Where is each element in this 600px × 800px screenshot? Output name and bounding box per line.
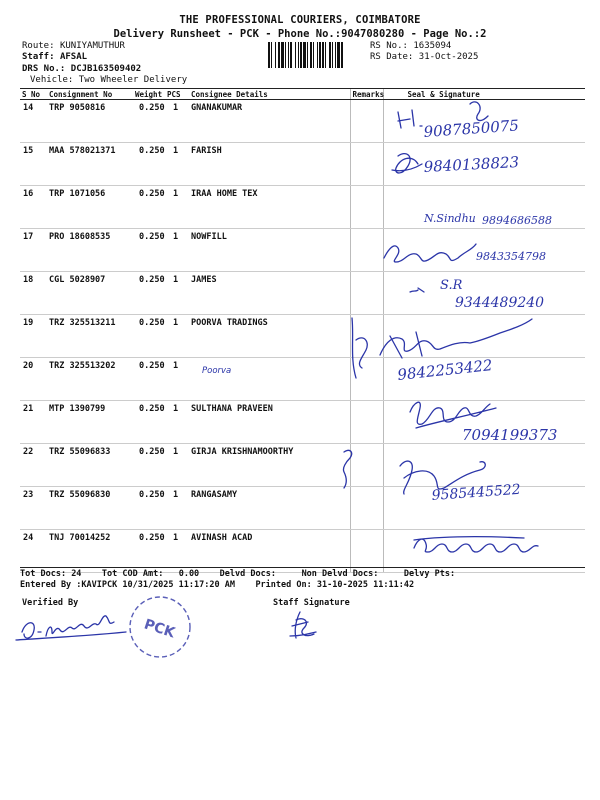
cell-cno: TRZ 55096833 [47, 444, 133, 487]
phone-20: 9842253422 [396, 356, 494, 384]
runsheet-title: Delivery Runsheet - PCK - Phone No.:9047080280 - Page No.:2 [113, 28, 487, 40]
cell-sno: 20 [20, 358, 47, 401]
cell-pcs: 1 [165, 444, 189, 487]
staff-label: Staff: [22, 52, 55, 62]
cell-weight: 0.250 [133, 143, 165, 186]
vehicle-value: Two Wheeler Delivery [78, 75, 188, 85]
cell-cno: CGL 5028907 [47, 272, 133, 315]
delvd-label: Delvd Docs: [219, 569, 276, 579]
cell-sno: 17 [20, 229, 47, 272]
rs-date-value: 31-Oct-2025 [418, 52, 479, 62]
stamp-text: PCK [141, 616, 177, 642]
cell-pcs: 1 [165, 186, 189, 229]
cell-weight: 0.250 [133, 487, 165, 530]
phone-15: 9840138823 [423, 153, 520, 176]
staff-signature-label: Staff Signature [273, 598, 350, 608]
cell-cno: TRP 1071056 [47, 186, 133, 229]
cell-weight: 0.250 [133, 358, 165, 401]
entered-value: KAVIPCK 10/31/2025 11:17:20 AM [81, 580, 235, 590]
cell-pcs: 1 [165, 315, 189, 358]
col-weight: Weight [133, 89, 165, 100]
cell-pcs: 1 [165, 401, 189, 444]
phone-21: 7094199373 [462, 426, 558, 444]
cell-cno: MAA 578021371 [47, 143, 133, 186]
cell-consignee: SULTHANA PRAVEEN [189, 401, 350, 444]
drs-value: DCJB163509402 [70, 64, 142, 74]
cell-consignee: POORVA TRADINGS [189, 315, 350, 358]
cell-weight: 0.250 [133, 401, 165, 444]
phone-23: 9585445522 [431, 481, 522, 504]
tot-docs-label: Tot Docs: [20, 569, 67, 579]
route-value: KUNIYAMUTHUR [59, 41, 125, 51]
cell-cno: PRO 18608535 [47, 229, 133, 272]
col-consignee: Consignee Details [189, 89, 350, 100]
cell-pcs: 1 [165, 272, 189, 315]
cell-consignee: IRAA HOME TEX [189, 186, 350, 229]
pck-stamp [130, 597, 190, 657]
phone-14: 9087850075 [423, 116, 520, 141]
cell-weight: 0.250 [133, 530, 165, 573]
staff-signature [290, 612, 316, 638]
phone-16: 9894686588 [482, 214, 552, 227]
col-remarks: Remarks [350, 89, 383, 100]
verifier-signature [16, 616, 126, 640]
cell-cno: TRZ 325513211 [47, 315, 133, 358]
cell-sno: 24 [20, 530, 47, 573]
cell-cno: TNJ 70014252 [47, 530, 133, 573]
drs-label: DRS No.: [22, 64, 66, 74]
vehicle-label: Vehicle: [30, 75, 74, 85]
phone-18: 9344489240 [455, 295, 545, 311]
printed-value: 31-10-2025 11:11:42 [316, 580, 415, 590]
verified-by-label: Verified By [22, 598, 79, 608]
cell-sno: 21 [20, 401, 47, 444]
cell-consignee: JAMES [189, 272, 350, 315]
cell-consignee: RANGASAMY [189, 487, 350, 530]
handwritten-note-poorva: Poorva [202, 366, 232, 376]
name-16: N.Sindhu [424, 212, 476, 225]
cell-sno: 22 [20, 444, 47, 487]
rs-no-label: RS No.: [370, 41, 408, 51]
cell-sno: 15 [20, 143, 47, 186]
cell-sno: 16 [20, 186, 47, 229]
col-seal-signature: Seal & Signature [383, 89, 585, 100]
col-pcs: PCS [165, 89, 189, 100]
phone-17: 9843354798 [476, 250, 546, 263]
cell-weight: 0.250 [133, 186, 165, 229]
cell-pcs: 1 [165, 530, 189, 573]
cell-pcs: 1 [165, 358, 189, 401]
cell-weight: 0.250 [133, 272, 165, 315]
cell-pcs: 1 [165, 229, 189, 272]
cell-cno: MTP 1390799 [47, 401, 133, 444]
cod-label: Tot COD Amt: [101, 569, 164, 579]
cell-consignee: FARISH [189, 143, 350, 186]
rs-no-value: 1635094 [413, 41, 452, 51]
cell-consignee: GIRJA KRISHNAMOORTHY [189, 444, 350, 487]
cell-weight: 0.250 [133, 229, 165, 272]
cell-cno: TRZ 55096830 [47, 487, 133, 530]
col-sno: S No [20, 89, 47, 100]
cell-pcs: 1 [165, 100, 189, 143]
cell-sno: 18 [20, 272, 47, 315]
cell-sno: 19 [20, 315, 47, 358]
cell-pcs: 1 [165, 487, 189, 530]
name-18: S.R [440, 278, 463, 293]
cell-sno: 14 [20, 100, 47, 143]
rs-date-label: RS Date: [370, 52, 414, 62]
printed-label: Printed On: [255, 580, 312, 590]
entered-label: Entered By : [20, 580, 82, 590]
cell-consignee: GNANAKUMAR [189, 100, 350, 143]
cell-weight: 0.250 [133, 100, 165, 143]
delvy-pts-label: Delvy Pts: [403, 569, 456, 579]
non-delvd-label: Non Delvd Docs: [301, 569, 379, 579]
cod-value: 0.00 [178, 569, 200, 579]
cell-weight: 0.250 [133, 444, 165, 487]
cell-consignee: NOWFILL [189, 229, 350, 272]
cell-sno: 23 [20, 487, 47, 530]
cell-weight: 0.250 [133, 315, 165, 358]
tot-docs-value: 24 [71, 569, 82, 579]
cell-consignee: AVINASH ACAD [189, 530, 350, 573]
col-consignment-no: Consignment No [47, 89, 133, 100]
cell-pcs: 1 [165, 143, 189, 186]
staff-value: AFSAL [59, 52, 88, 62]
route-label: Route: [22, 41, 55, 51]
cell-cno: TRZ 325513202 [47, 358, 133, 401]
company-name: THE PROFESSIONAL COURIERS, COIMBATORE [179, 14, 421, 26]
cell-cno: TRP 9050816 [47, 100, 133, 143]
